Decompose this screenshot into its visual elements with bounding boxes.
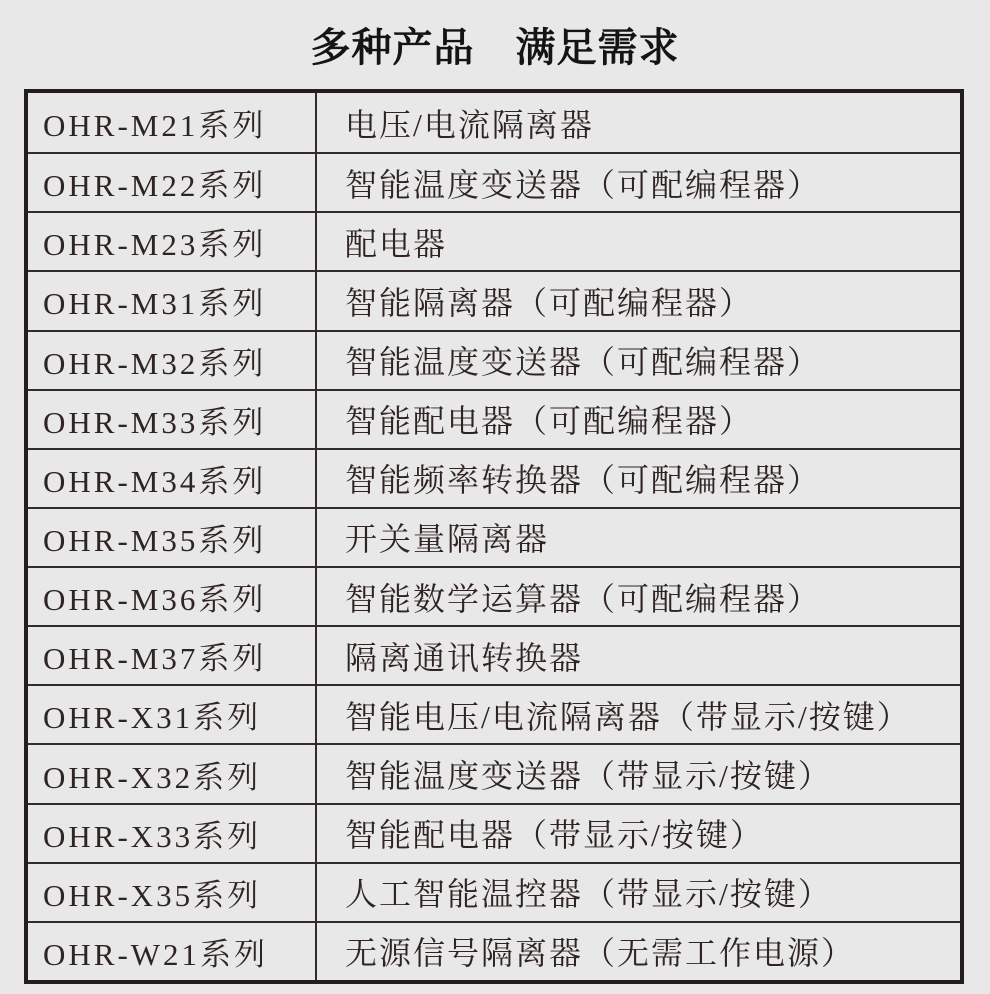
table-row — [28, 743, 960, 802]
description-cell: 智能温度变送器（可配编程器） — [345, 344, 822, 381]
description-cell: 电压/电流隔离器 — [345, 106, 594, 143]
description-cell: 配电器 — [345, 225, 448, 262]
table-row — [28, 330, 960, 389]
description-cell: 智能数学运算器（可配编程器） — [345, 580, 822, 617]
table-row — [28, 921, 960, 980]
series-cell: OHR-M33系列 — [28, 391, 317, 448]
description-cell: 智能配电器（可配编程器） — [345, 403, 754, 440]
table-row — [28, 152, 960, 211]
series-cell: OHR-W21系列 — [28, 923, 317, 980]
series-cell: OHR-X32系列 — [28, 745, 317, 802]
table-row — [28, 448, 960, 507]
description-cell: 智能频率转换器（可配编程器） — [345, 462, 822, 499]
series-cell: OHR-M23系列 — [28, 213, 317, 270]
description-cell: 智能隔离器（可配编程器） — [345, 284, 754, 321]
series-cell: OHR-M31系列 — [28, 272, 317, 329]
table-row — [28, 270, 960, 329]
table-row — [28, 862, 960, 921]
table-row — [28, 93, 960, 152]
page-title: 多种产品 满足需求 — [310, 26, 680, 70]
table-row — [28, 803, 960, 862]
table-row — [28, 625, 960, 684]
table-row — [28, 507, 960, 566]
description-cell: 开关量隔离器 — [345, 521, 550, 558]
description-cell: 智能温度变送器（带显示/按键） — [345, 758, 832, 795]
description-cell: 智能配电器（带显示/按键） — [345, 817, 764, 854]
series-cell: OHR-M36系列 — [28, 568, 317, 625]
series-cell: OHR-X31系列 — [28, 686, 317, 743]
series-cell: OHR-M32系列 — [28, 332, 317, 389]
series-cell: OHR-M21系列 — [28, 93, 317, 152]
description-cell: 隔离通讯转换器 — [345, 639, 584, 676]
description-cell: 智能温度变送器（可配编程器） — [345, 166, 822, 203]
table-row — [28, 211, 960, 270]
table-row — [28, 684, 960, 743]
description-cell: 无源信号隔离器（无需工作电源） — [345, 935, 856, 972]
table-row — [28, 389, 960, 448]
product-table — [24, 89, 964, 984]
description-cell: 人工智能温控器（带显示/按键） — [345, 876, 832, 913]
description-cell: 智能电压/电流隔离器（带显示/按键） — [345, 698, 911, 735]
series-cell: OHR-X35系列 — [28, 864, 317, 921]
series-cell: OHR-M37系列 — [28, 627, 317, 684]
series-cell: OHR-M35系列 — [28, 509, 317, 566]
series-cell: OHR-M22系列 — [28, 154, 317, 211]
series-cell: OHR-X33系列 — [28, 805, 317, 862]
series-cell: OHR-M34系列 — [28, 450, 317, 507]
table-row — [28, 566, 960, 625]
